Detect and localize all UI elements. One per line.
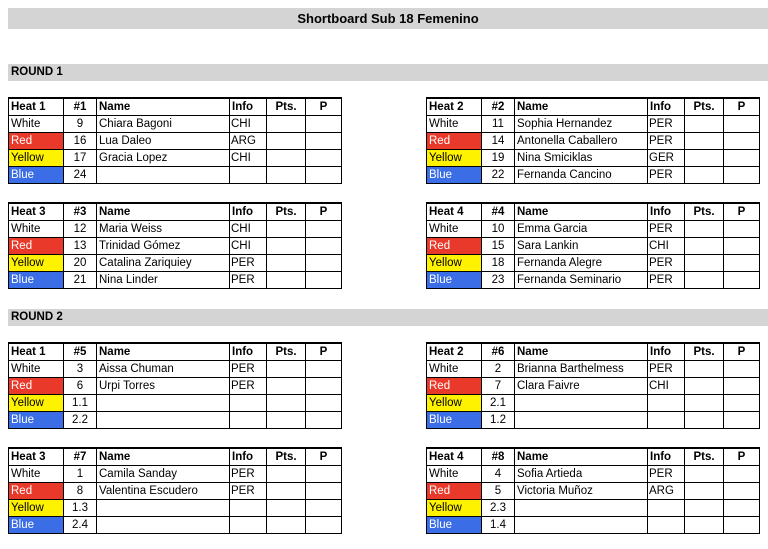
surfer-name: Camila Sanday: [97, 466, 230, 483]
surfer-row: [9, 221, 342, 238]
place-cell[interactable]: [724, 238, 760, 255]
name-header: Name: [97, 448, 230, 466]
heat-table: [426, 342, 760, 429]
country-code: [230, 517, 267, 534]
points-cell[interactable]: [685, 150, 724, 167]
surfer-name: Sophia Hernandez: [515, 116, 648, 133]
surfer-name: [97, 167, 230, 184]
place-header: P: [724, 343, 760, 361]
country-code: [230, 395, 267, 412]
name-header: Name: [515, 203, 648, 221]
country-code: [230, 412, 267, 429]
heat-label: Heat 4: [427, 203, 482, 221]
round-2-header: [8, 309, 768, 326]
heat-label: Heat 3: [9, 448, 64, 466]
surfer-row: [427, 466, 760, 483]
jersey-color-blue: Blue: [427, 272, 482, 289]
points-cell[interactable]: [267, 361, 306, 378]
place-cell[interactable]: [724, 255, 760, 272]
seed-cell: 15: [482, 238, 515, 255]
seed-cell: 13: [64, 238, 97, 255]
seed-cell: 5: [482, 483, 515, 500]
place-header: P: [724, 203, 760, 221]
surfer-row: [427, 150, 760, 167]
heat-table: [8, 97, 342, 184]
heat-table: [8, 202, 342, 289]
seed-cell: 10: [482, 221, 515, 238]
country-code: PER: [230, 361, 267, 378]
surfer-name: Fernanda Alegre: [515, 255, 648, 272]
country-code: GER: [648, 150, 685, 167]
surfer-name: [97, 395, 230, 412]
surfer-name: Antonella Caballero: [515, 133, 648, 150]
place-cell[interactable]: [306, 395, 342, 412]
jersey-color-yellow: Yellow: [427, 255, 482, 272]
country-code: [648, 412, 685, 429]
surfer-row: [427, 500, 760, 517]
country-code: PER: [648, 133, 685, 150]
round-label: ROUND 1: [11, 66, 63, 78]
jersey-color-white: White: [427, 221, 482, 238]
seed-cell: 17: [64, 150, 97, 167]
place-cell[interactable]: [306, 255, 342, 272]
place-cell[interactable]: [724, 272, 760, 289]
place-cell[interactable]: [306, 517, 342, 534]
jersey-color-red: Red: [427, 378, 482, 395]
heat-header-row: [427, 448, 760, 466]
points-header: Pts.: [267, 203, 306, 221]
place-header: P: [724, 448, 760, 466]
jersey-color-white: White: [427, 466, 482, 483]
jersey-color-yellow: Yellow: [427, 500, 482, 517]
seed-cell: 7: [482, 378, 515, 395]
surfer-name: Sofia Artieda: [515, 466, 648, 483]
place-header: P: [306, 203, 342, 221]
country-code: [648, 395, 685, 412]
points-cell[interactable]: [685, 255, 724, 272]
jersey-color-yellow: Yellow: [9, 500, 64, 517]
points-header: Pts.: [267, 448, 306, 466]
heat-number: #7: [64, 448, 97, 466]
seed-cell: 19: [482, 150, 515, 167]
place-cell[interactable]: [306, 116, 342, 133]
country-code: ARG: [230, 133, 267, 150]
seed-cell: 20: [64, 255, 97, 272]
info-header: Info: [648, 203, 685, 221]
points-cell[interactable]: [267, 378, 306, 395]
country-code: [230, 500, 267, 517]
country-code: CHI: [230, 116, 267, 133]
surfer-row: [9, 238, 342, 255]
jersey-color-white: White: [9, 466, 64, 483]
surfer-row: [427, 412, 760, 429]
seed-cell: 2.2: [64, 412, 97, 429]
points-cell[interactable]: [685, 517, 724, 534]
place-cell[interactable]: [724, 412, 760, 429]
surfer-row: [9, 483, 342, 500]
points-cell[interactable]: [267, 255, 306, 272]
points-cell[interactable]: [685, 395, 724, 412]
seed-cell: 2.4: [64, 517, 97, 534]
surfer-name: Brianna Barthelmess: [515, 361, 648, 378]
surfer-row: [9, 466, 342, 483]
heat-number: #1: [64, 98, 97, 116]
heat-number: #5: [64, 343, 97, 361]
surfer-row: [9, 378, 342, 395]
heat-table: [426, 447, 760, 534]
country-code: CHI: [648, 238, 685, 255]
jersey-color-white: White: [427, 116, 482, 133]
points-header: Pts.: [685, 98, 724, 116]
place-cell[interactable]: [724, 517, 760, 534]
points-cell[interactable]: [267, 116, 306, 133]
surfer-name: [515, 395, 648, 412]
surfer-name: Nina Linder: [97, 272, 230, 289]
jersey-color-red: Red: [9, 238, 64, 255]
heat-table: [426, 97, 760, 184]
heat-header-row: [427, 98, 760, 116]
heat-label: Heat 4: [427, 448, 482, 466]
heat-table: [8, 342, 342, 429]
place-cell[interactable]: [306, 133, 342, 150]
place-header: P: [306, 448, 342, 466]
points-cell[interactable]: [267, 466, 306, 483]
surfer-name: Gracia Lopez: [97, 150, 230, 167]
surfer-name: [97, 517, 230, 534]
info-header: Info: [230, 98, 267, 116]
jersey-color-blue: Blue: [427, 167, 482, 184]
heat-header-row: [427, 343, 760, 361]
place-header: P: [306, 343, 342, 361]
points-cell[interactable]: [267, 395, 306, 412]
surfer-row: [9, 150, 342, 167]
country-code: [230, 167, 267, 184]
seed-cell: 1.2: [482, 412, 515, 429]
seed-cell: 12: [64, 221, 97, 238]
points-cell[interactable]: [685, 221, 724, 238]
heat-number: #6: [482, 343, 515, 361]
country-code: PER: [230, 466, 267, 483]
surfer-name: Catalina Zariquiey: [97, 255, 230, 272]
surfer-name: Trinidad Gómez: [97, 238, 230, 255]
jersey-color-blue: Blue: [427, 517, 482, 534]
round-1-header: [8, 64, 768, 81]
place-cell[interactable]: [306, 150, 342, 167]
seed-cell: 1: [64, 466, 97, 483]
jersey-color-white: White: [9, 116, 64, 133]
points-cell[interactable]: [685, 167, 724, 184]
surfer-row: [9, 500, 342, 517]
name-header: Name: [97, 343, 230, 361]
surfer-name: Fernanda Seminario: [515, 272, 648, 289]
heat-header-row: [9, 448, 342, 466]
heat-number: #4: [482, 203, 515, 221]
jersey-color-yellow: Yellow: [9, 255, 64, 272]
jersey-color-yellow: Yellow: [9, 150, 64, 167]
points-cell[interactable]: [267, 517, 306, 534]
country-code: PER: [648, 361, 685, 378]
surfer-row: [9, 255, 342, 272]
points-cell[interactable]: [685, 238, 724, 255]
jersey-color-red: Red: [9, 133, 64, 150]
points-cell[interactable]: [267, 272, 306, 289]
surfer-row: [427, 116, 760, 133]
surfer-row: [9, 361, 342, 378]
seed-cell: 6: [64, 378, 97, 395]
place-cell[interactable]: [306, 500, 342, 517]
surfer-row: [427, 378, 760, 395]
surfer-row: [427, 255, 760, 272]
heat-number: #8: [482, 448, 515, 466]
country-code: PER: [648, 272, 685, 289]
surfer-name: Maria Weiss: [97, 221, 230, 238]
jersey-color-blue: Blue: [9, 517, 64, 534]
seed-cell: 11: [482, 116, 515, 133]
place-cell[interactable]: [724, 500, 760, 517]
seed-cell: 4: [482, 466, 515, 483]
surfer-name: Valentina Escudero: [97, 483, 230, 500]
place-cell[interactable]: [306, 412, 342, 429]
surfer-name: [515, 500, 648, 517]
country-code: PER: [648, 255, 685, 272]
info-header: Info: [648, 98, 685, 116]
seed-cell: 2: [482, 361, 515, 378]
surfer-name: Clara Faivre: [515, 378, 648, 395]
jersey-color-red: Red: [9, 483, 64, 500]
country-code: CHI: [230, 221, 267, 238]
jersey-color-yellow: Yellow: [427, 150, 482, 167]
place-cell[interactable]: [306, 221, 342, 238]
points-header: Pts.: [685, 448, 724, 466]
heat-number: #3: [64, 203, 97, 221]
place-cell[interactable]: [724, 221, 760, 238]
place-cell[interactable]: [724, 378, 760, 395]
points-cell[interactable]: [267, 238, 306, 255]
heat-label: Heat 2: [427, 343, 482, 361]
place-cell[interactable]: [724, 483, 760, 500]
seed-cell: 1.4: [482, 517, 515, 534]
surfer-name: [97, 500, 230, 517]
place-cell[interactable]: [724, 395, 760, 412]
jersey-color-yellow: Yellow: [9, 395, 64, 412]
seed-cell: 2.1: [482, 395, 515, 412]
name-header: Name: [515, 98, 648, 116]
info-header: Info: [230, 343, 267, 361]
jersey-color-red: Red: [427, 133, 482, 150]
jersey-color-white: White: [9, 361, 64, 378]
surfer-row: [9, 133, 342, 150]
seed-cell: 9: [64, 116, 97, 133]
heat-label: Heat 2: [427, 98, 482, 116]
info-header: Info: [230, 448, 267, 466]
seed-cell: 18: [482, 255, 515, 272]
place-cell[interactable]: [724, 167, 760, 184]
info-header: Info: [230, 203, 267, 221]
heat-header-row: [9, 203, 342, 221]
points-cell[interactable]: [267, 133, 306, 150]
seed-cell: 3: [64, 361, 97, 378]
country-code: PER: [230, 272, 267, 289]
seed-cell: 14: [482, 133, 515, 150]
name-header: Name: [515, 448, 648, 466]
place-cell[interactable]: [306, 167, 342, 184]
seed-cell: 22: [482, 167, 515, 184]
surfer-name: Fernanda Cancino: [515, 167, 648, 184]
surfer-row: [9, 517, 342, 534]
jersey-color-red: Red: [9, 378, 64, 395]
seed-cell: 1.3: [64, 500, 97, 517]
surfer-row: [427, 238, 760, 255]
heat-label: Heat 1: [9, 343, 64, 361]
surfer-row: [9, 167, 342, 184]
points-cell[interactable]: [685, 483, 724, 500]
surfer-row: [9, 272, 342, 289]
heat-table: [426, 202, 760, 289]
surfer-row: [427, 361, 760, 378]
seed-cell: 2.3: [482, 500, 515, 517]
country-code: CHI: [230, 150, 267, 167]
points-cell[interactable]: [267, 221, 306, 238]
surfer-row: [9, 395, 342, 412]
points-cell[interactable]: [267, 150, 306, 167]
jersey-color-red: Red: [427, 483, 482, 500]
country-code: PER: [230, 483, 267, 500]
surfer-name: Aissa Chuman: [97, 361, 230, 378]
points-header: Pts.: [267, 98, 306, 116]
heat-label: Heat 3: [9, 203, 64, 221]
heat-header-row: [9, 343, 342, 361]
country-code: [648, 517, 685, 534]
surfer-name: [97, 412, 230, 429]
surfer-name: Victoria Muñoz: [515, 483, 648, 500]
points-cell[interactable]: [267, 483, 306, 500]
surfer-row: [427, 483, 760, 500]
jersey-color-white: White: [427, 361, 482, 378]
surfer-name: [515, 517, 648, 534]
surfer-row: [9, 116, 342, 133]
jersey-color-red: Red: [427, 238, 482, 255]
round-label: ROUND 2: [11, 311, 63, 323]
country-code: PER: [648, 116, 685, 133]
place-header: P: [306, 98, 342, 116]
surfer-name: Lua Daleo: [97, 133, 230, 150]
place-cell[interactable]: [724, 116, 760, 133]
surfer-row: [427, 167, 760, 184]
place-header: P: [724, 98, 760, 116]
seed-cell: 8: [64, 483, 97, 500]
points-cell[interactable]: [685, 500, 724, 517]
country-code: CHI: [230, 238, 267, 255]
heat-number: #2: [482, 98, 515, 116]
surfer-row: [427, 395, 760, 412]
place-cell[interactable]: [724, 133, 760, 150]
info-header: Info: [648, 343, 685, 361]
place-cell[interactable]: [724, 466, 760, 483]
name-header: Name: [515, 343, 648, 361]
surfer-name: Chiara Bagoni: [97, 116, 230, 133]
jersey-color-blue: Blue: [427, 412, 482, 429]
heat-label: Heat 1: [9, 98, 64, 116]
country-code: CHI: [648, 378, 685, 395]
points-cell[interactable]: [685, 412, 724, 429]
points-cell[interactable]: [685, 116, 724, 133]
surfer-name: Sara Lankin: [515, 238, 648, 255]
points-cell[interactable]: [685, 361, 724, 378]
surfer-row: [427, 221, 760, 238]
country-code: PER: [648, 221, 685, 238]
points-cell[interactable]: [267, 500, 306, 517]
surfer-row: [427, 272, 760, 289]
jersey-color-blue: Blue: [9, 412, 64, 429]
name-header: Name: [97, 98, 230, 116]
points-header: Pts.: [685, 203, 724, 221]
seed-cell: 16: [64, 133, 97, 150]
seed-cell: 24: [64, 167, 97, 184]
country-code: PER: [648, 466, 685, 483]
heat-header-row: [9, 98, 342, 116]
country-code: PER: [230, 255, 267, 272]
place-cell[interactable]: [306, 466, 342, 483]
points-cell[interactable]: [267, 412, 306, 429]
surfer-name: [515, 412, 648, 429]
place-cell[interactable]: [724, 361, 760, 378]
surfer-row: [9, 412, 342, 429]
points-header: Pts.: [685, 343, 724, 361]
points-cell[interactable]: [685, 466, 724, 483]
jersey-color-blue: Blue: [9, 272, 64, 289]
seed-cell: 21: [64, 272, 97, 289]
seed-cell: 23: [482, 272, 515, 289]
surfer-name: Nina Smiciklas: [515, 150, 648, 167]
surfer-row: [427, 133, 760, 150]
jersey-color-yellow: Yellow: [427, 395, 482, 412]
points-header: Pts.: [267, 343, 306, 361]
place-cell[interactable]: [306, 238, 342, 255]
heat-table: [8, 447, 342, 534]
heat-header-row: [427, 203, 760, 221]
points-cell[interactable]: [685, 133, 724, 150]
place-cell[interactable]: [306, 361, 342, 378]
country-code: PER: [648, 167, 685, 184]
info-header: Info: [648, 448, 685, 466]
jersey-color-blue: Blue: [9, 167, 64, 184]
points-cell[interactable]: [685, 378, 724, 395]
points-cell[interactable]: [267, 167, 306, 184]
place-cell[interactable]: [306, 483, 342, 500]
surfer-name: Urpi Torres: [97, 378, 230, 395]
jersey-color-white: White: [9, 221, 64, 238]
surfer-name: Emma Garcia: [515, 221, 648, 238]
country-code: ARG: [648, 483, 685, 500]
points-cell[interactable]: [685, 272, 724, 289]
country-code: PER: [230, 378, 267, 395]
seed-cell: 1.1: [64, 395, 97, 412]
place-cell[interactable]: [724, 150, 760, 167]
country-code: [648, 500, 685, 517]
surfer-row: [427, 517, 760, 534]
page-title: Shortboard Sub 18 Femenino: [8, 8, 768, 29]
name-header: Name: [97, 203, 230, 221]
place-cell[interactable]: [306, 378, 342, 395]
place-cell[interactable]: [306, 272, 342, 289]
